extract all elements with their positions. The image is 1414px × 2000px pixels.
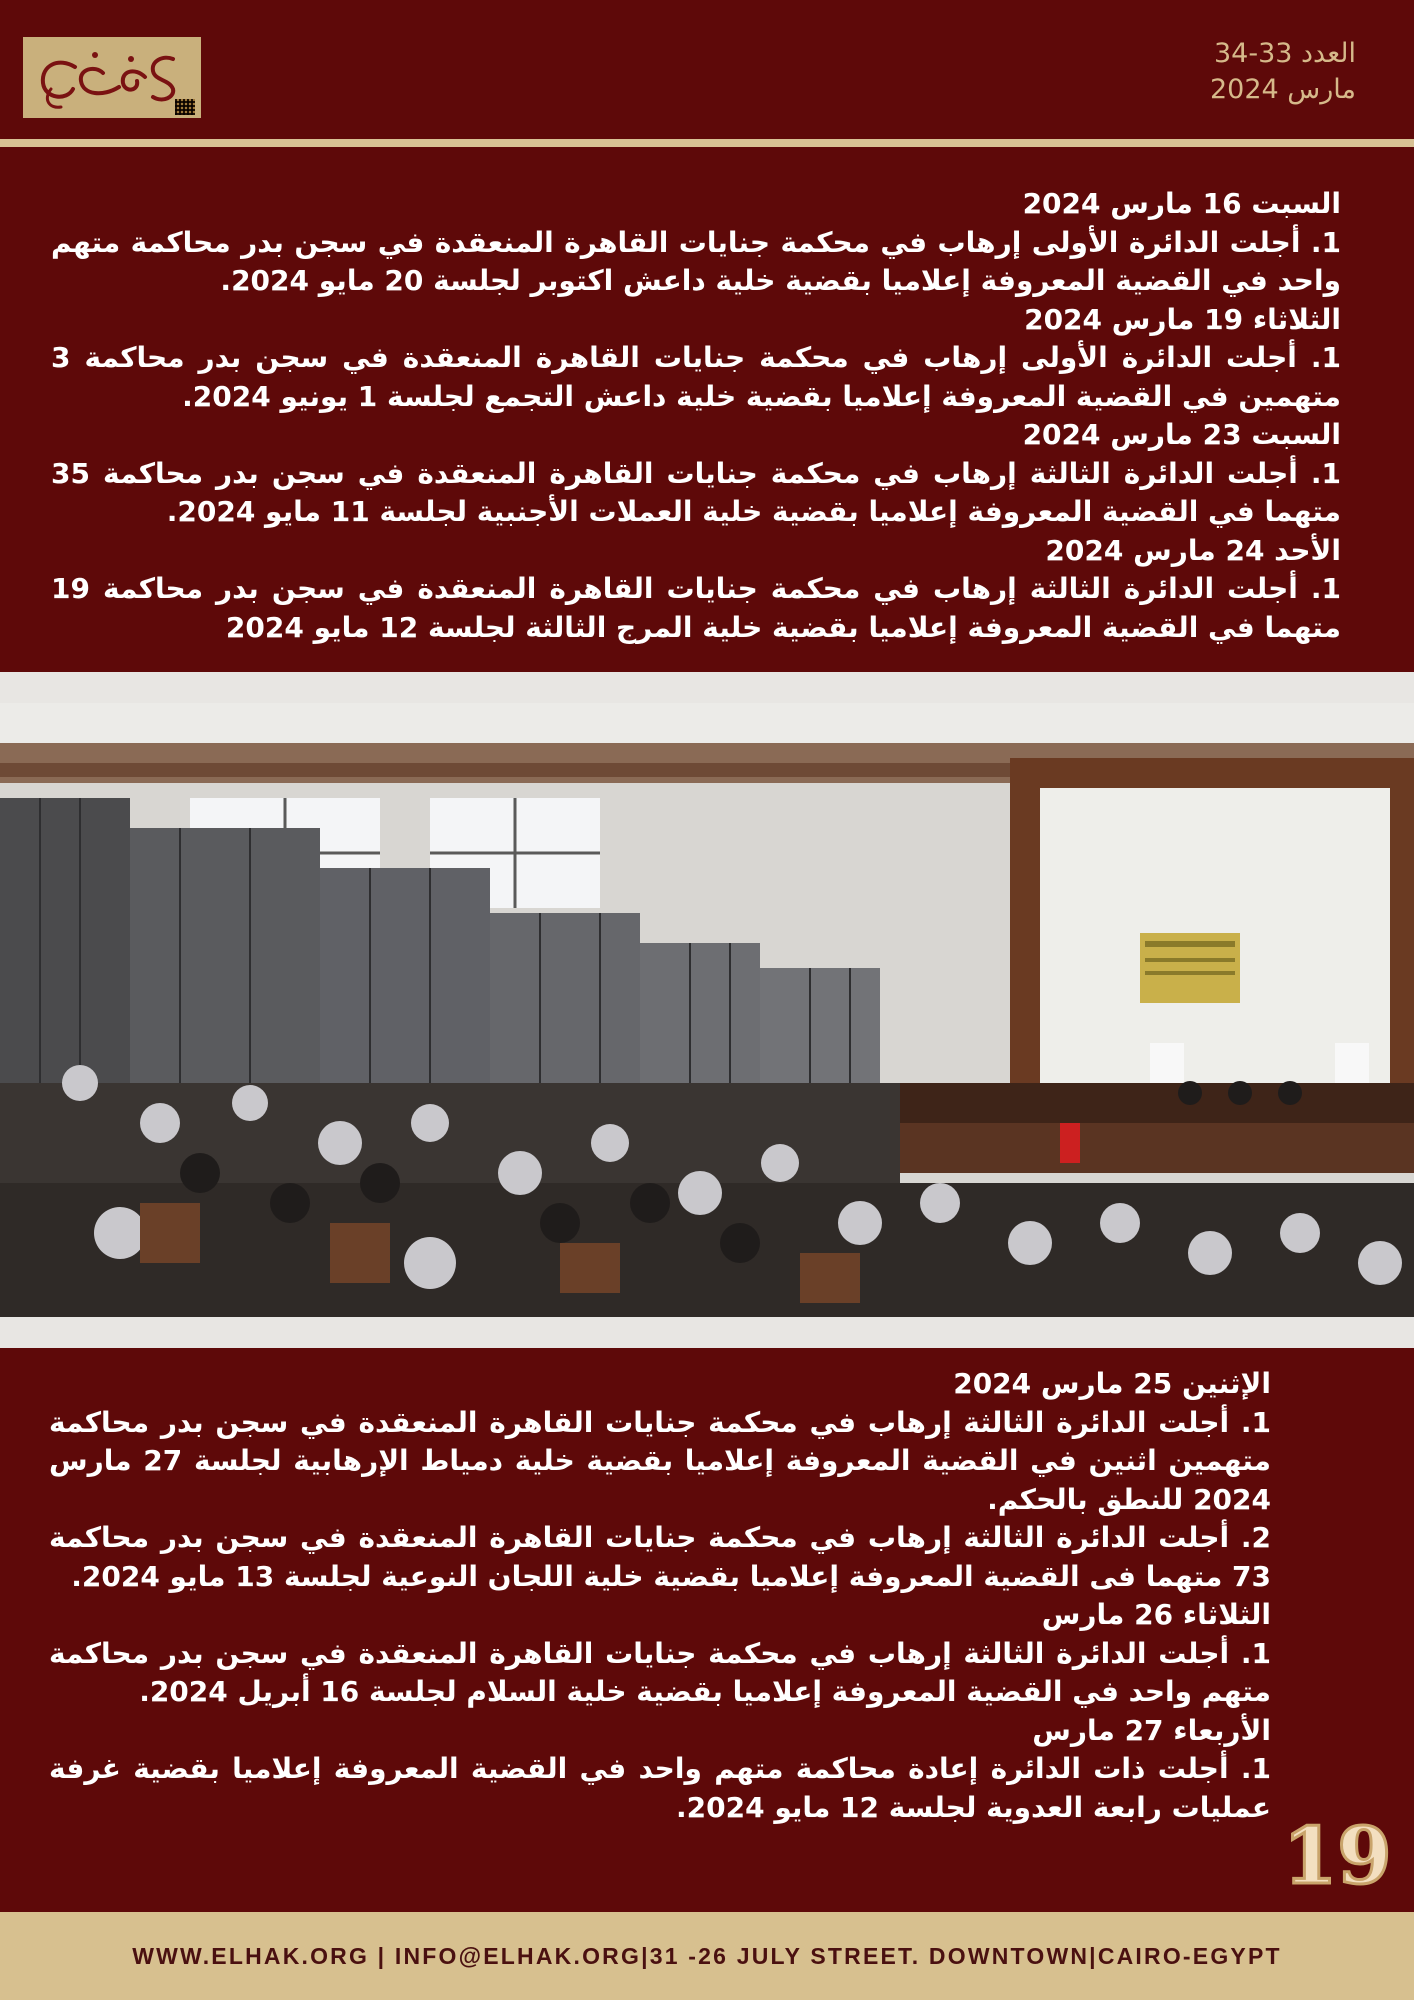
entry-item: 1. أجلت الدائرة الثالثة إرهاب في محكمة جنايات القاهرة المنعقدة في سجن بدر محاكمة متهم واحد في القضية المعروفة إعلاميا بقضية خلية السلام لجلسة 16 أبريل 2024. bbox=[49, 1636, 1271, 1708]
footer-contact-text: WWW.ELHAK.ORG | INFO@ELHAK.ORG|31 -26 JULY STREET. DOWNTOWN|CAIRO-EGYPT bbox=[132, 1943, 1282, 1969]
entry-item: 2. أجلت الدائرة الثالثة إرهاب في محكمة جنايات القاهرة المنعقدة في سجن بدر محاكمة 73 متهما فى القضية المعروفة إعلاميا بقضية خلية اللجان النوعية لجلسة 13 مايو 2024. bbox=[49, 1521, 1271, 1593]
entry-block bbox=[49, 1365, 1271, 1596]
header-divider bbox=[0, 139, 1414, 147]
entry-item: 1. أجلت الدائرة الثالثة إرهاب في محكمة جنايات القاهرة المنعقدة في سجن بدر محاكمة 35 متهما في القضية المعروفة إعلاميا بقضية خلية العملات الأجنبية لجلسة 11 مايو 2024. bbox=[51, 456, 1341, 528]
entry-date: السبت 23 مارس 2024 bbox=[1022, 418, 1341, 451]
qr-code-icon bbox=[175, 99, 195, 115]
issue-date: مارس 2024 bbox=[1210, 74, 1356, 105]
bottom-news-section bbox=[49, 1365, 1271, 1827]
issue-number: العدد 33-34 bbox=[1213, 38, 1356, 69]
entry-block bbox=[51, 416, 1341, 532]
page-footer bbox=[0, 1912, 1414, 2000]
entry-block bbox=[51, 185, 1341, 301]
page-number: 19 bbox=[1283, 1811, 1392, 1902]
issue-info bbox=[1210, 36, 1356, 108]
entry-date: الثلاثاء 19 مارس 2024 bbox=[1024, 302, 1341, 336]
entry-block bbox=[49, 1596, 1271, 1712]
elhak-logo bbox=[23, 37, 201, 118]
entry-item: 1. أجلت ذات الدائرة إعادة محاكمة متهم واحد في القضية المعروفة إعلاميا بقضية غرفة عمليات رابعة العدوية لجلسة 12 مايو 2024. bbox=[49, 1752, 1271, 1824]
top-news-section bbox=[51, 185, 1341, 647]
entry-date: الثلاثاء 26 مارس bbox=[1041, 1598, 1271, 1631]
entry-block bbox=[51, 301, 1341, 417]
entry-item: 1. أجلت الدائرة الثالثة إرهاب في محكمة جنايات القاهرة المنعقدة في سجن بدر محاكمة متهمين اثنين في القضية المعروفة إعلاميا بقضية خلية دمياط الإرهابية لجلسة 27 مارس 2024 للنطق بالحكم. bbox=[49, 1405, 1271, 1516]
entry-block bbox=[51, 532, 1341, 648]
courtroom-photo bbox=[0, 703, 1414, 1317]
entry-item: 1. أجلت الدائرة الأولى إرهاب في محكمة جنايات القاهرة المنعقدة في سجن بدر محاكمة متهم واحد في القضية المعروفة إعلاميا بقضية خلية داعش اكتوبر لجلسة 20 مايو 2024. bbox=[51, 225, 1341, 297]
entry-item: 1. أجلت الدائرة الأولى إرهاب في محكمة جنايات القاهرة المنعقدة في سجن بدر محاكمة 3 متهمين في القضية المعروفة إعلاميا بقضية خلية داعش التجمع لجلسة 1 يونيو 2024. bbox=[51, 341, 1341, 413]
page-header bbox=[0, 0, 1414, 140]
entry-date: الأربعاء 27 مارس bbox=[1032, 1713, 1271, 1747]
entry-block bbox=[49, 1712, 1271, 1828]
entry-date: الأحد 24 مارس 2024 bbox=[1045, 533, 1341, 567]
entry-date: الإثنين 25 مارس 2024 bbox=[953, 1367, 1271, 1400]
entry-date: السبت 16 مارس 2024 bbox=[1022, 187, 1341, 220]
entry-item: 1. أجلت الدائرة الثالثة إرهاب في محكمة جنايات القاهرة المنعقدة في سجن بدر محاكمة 19 متهما في القضية المعروفة إعلاميا بقضية خلية المرج الثالثة لجلسة 12 مايو 2024 bbox=[51, 572, 1341, 644]
